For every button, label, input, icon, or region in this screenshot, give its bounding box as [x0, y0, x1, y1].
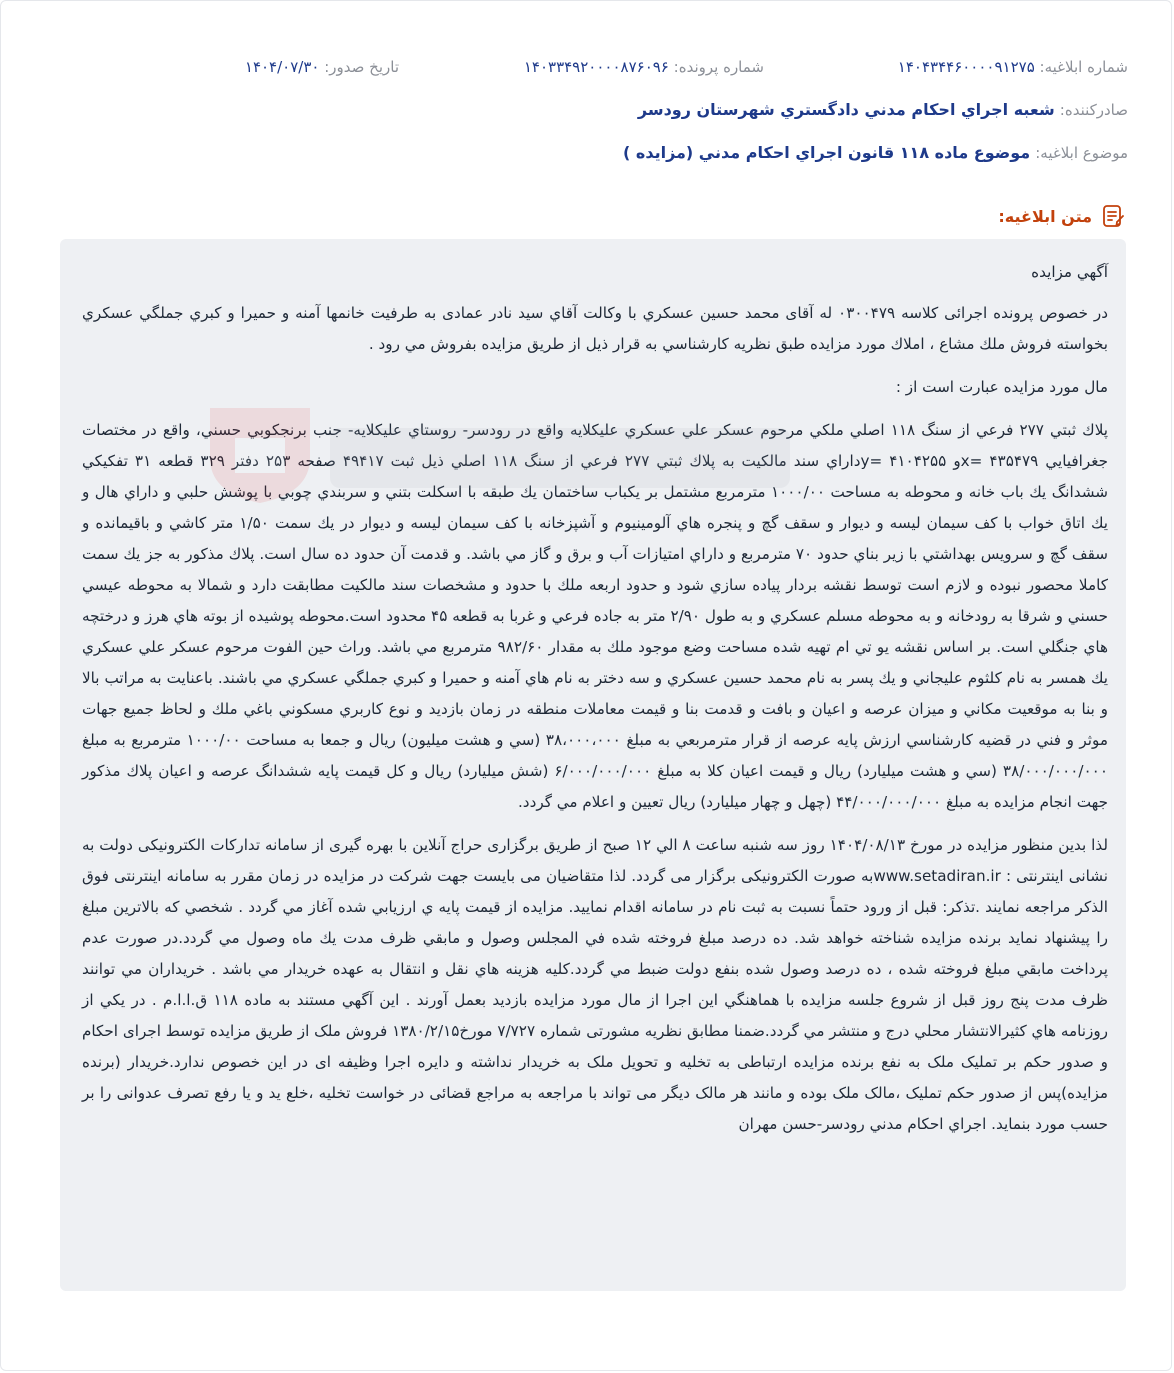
meta-row [0, 58, 1174, 82]
notice-paragraph-2: مال مورد مزايده عبارت است از : [895, 378, 1108, 396]
notice-text-box [60, 239, 1126, 1291]
document-text-icon [1100, 203, 1126, 229]
notice-paragraph-3: پلاك ثبتي ۲۷۷ فرعي از سنگ ۱۱۸ اصلي ملکي مرحوم عسکر علي عسکري عليکلايه واقع در رودسر- روستاي عليکلايه- جنب برنجکوبي حسني، واقع در مختصات جغرافيايي ۴۳۵۴۷۹ =xو ۴۱۰۴۲۵۵ =yداراي سند مالکيت به پلاك ثبتي ۲۷۷ فرعي از سنگ ۱۱۸ اصلي ذيل ثبت ۴۹۴۱۷ صفحه ۲۵۳ دفتر ۳۲۹ قطعه ۳۱ تفکيکي ششدانگ يك باب خانه و محوطه به مساحت ۱۰۰۰/۰۰ مترمربع مشتمل بر يکباب ساختمان يك طبقه با اسکلت بتني و سربندي چوبي با پوشش حلبي و داراي هال و يك اتاق خواب با کف سيمان ليسه و ديوار و سقف گچ و پنجره هاي آلومينيوم و آشپزخانه با کف سيمان ليسه و ديوار در يك سمت ۱/۵۰ متر کاشي و باقيمانده و سقف گچ و سرويس بهداشتي با زير بناي حدود ۷۰ مترمربع و داراي امتيازات آب و برق و گاز مي باشد. و قدمت آن حدود ده سال است. پلاك مذکور به جز يك سمت کاملا محصور نبوده و لازم است توسط نقشه بردار پياده سازي شود و حدود اربعه ملك با حدود و مشخصات سند مالکيت مطابقت دارد و شمالا به محوطه عيسي حسني و شرقا به رودخانه و به محوطه مسلم عسکري و به طول ۲/۹۰ متر به جاده فرعي و غربا به قطعه ۴۵ محدود است.محوطه پوشيده از بوته هاي هرز و درختچه هاي جنگلي است. بر اساس نقشه يو تي ام تهيه شده مساحت وضع موجود ملك به مقدار ۹۸۲/۶۰ مترمربع مي باشد. وراث حين الفوت مرحوم عسکر علي عسکري يك همسر به نام کلثوم عليجاني و يك پسر به نام محمد حسين عسکري و سه دختر به نام هاي آمنه و حميرا و کبري جملگي عسکري مي باشند. باعنايت به مراتب بالا و بنا به موقعيت مکاني و ميزان عرصه و اعيان و بافت و قدمت بنا و قيمت معاملات منطقه در زمان بازديد و نوع کاربري مسکوني باغي ملك و لحاظ جميع جهات موثر و فني در قضيه کارشناسي ارزش پايه عرصه از قرار مترمربعي به مبلغ ۳۸،۰۰۰،۰۰۰ (سي و هشت ميليون) ريال و جمعا به مساحت ۱۰۰۰/۰۰ مترمربع به مبلغ ۳۸/۰۰۰/۰۰۰/۰۰۰ (سي و هشت ميليارد) ريال و قيمت اعيان کلا به مبلغ ۶/۰۰۰/۰۰۰/۰۰۰ (شش ميليارد) ريال و کل قيمت پايه ششدانگ عرصه و اعيان پلاك مذکور جهت انجام مزايده به مبلغ ۴۴/۰۰۰/۰۰۰/۰۰۰ (چهل و چهار ميليارد) ريال تعيين و اعلام مي گردد. [81, 421, 1108, 811]
issue-date-value: ۱۴۰۴/۰۷/۳۰ [244, 58, 320, 76]
case-number-value: ۱۴۰۳۳۴۹۲۰۰۰۰۸۷۶۰۹۶ [523, 58, 669, 76]
issue-date-label: تاريخ صدور: [324, 58, 399, 76]
issuer-row [638, 100, 1128, 119]
case-number [524, 58, 764, 76]
subject-row [623, 143, 1128, 162]
issuer-value: شعبه اجراي احکام مدني دادگستري شهرستان رودسر [637, 100, 1055, 119]
notice-text-header [998, 202, 1126, 230]
notice-paragraph-1: در خصوص پرونده اجرائی کلاسه ۰۳۰۰۴۷۹ له آقای محمد حسین عسکري با وکالت آقاي سيد نادر عمادی به طرفيت خانمها آمنه و حميرا و کبري جملگي عسکري بخواسته فروش ملك مشاع ، املاك مورد مزايده طبق نظريه کارشناسي به قرار ذيل از طريق مزايده بفروش مي رود . [82, 304, 1108, 353]
issue-date [245, 58, 399, 76]
notice-number-value: ۱۴۰۴۳۴۴۶۰۰۰۰۹۱۲۷۵ [897, 58, 1035, 76]
subject-label: موضوع ابلاغيه: [1035, 144, 1128, 162]
subject-value: موضوع ماده ۱۱۸ قانون اجراي احکام مدني (مزايده ) [623, 143, 1031, 162]
notice-number [898, 58, 1128, 76]
notice-number-label: شماره ابلاغيه: [1039, 58, 1128, 76]
case-number-label: شماره پرونده: [673, 58, 764, 76]
notice-paragraph-4: لذا بدين منظور مزايده در مورخ ۱۴۰۴/۰۸/۱۳ روز سه شنبه ساعت ۸ الي ۱۲ صبح از طريق برگزاری حراج آنلاين با بهره گيری از سامانه تدارکات الکترونيکی دولت به نشانی اينترنتی : www.setadiran.irبه صورت الکترونيکی برگزار می گردد. لذا متقاضيان می بايست جهت شرکت در مزايده در زمان مقرر به سامانه اينترنتی فوق الذکر مراجعه نمايند .تذکر: قبل از ورود حتماً نسبت به ثبت نام در سامانه اقدام نماييد. مزايده از قيمت پايه ي ارزيابي شده آغاز مي گردد . شخصي که بالاترين مبلغ را پيشنهاد نمايد برنده مزايده شناخته خواهد شد. ده درصد مبلغ فروخته شده في المجلس وصول و مابقي ظرف مدت يك ماه وصول مي گردد.در صورت عدم پرداخت مابقي مبلغ فروخته شده ، ده درصد وصول شده بنفع دولت ضبط مي گردد.کليه هزينه هاي نقل و انتقال به عهده خريدار مي باشد . خريداران مي توانند ظرف مدت پنج روز قبل از شروع جلسه مزايده با هماهنگي اين اجرا از مال مورد مزايده بازديد بعمل آورند . اين آگهي مستند به ماده ۱۱۸ ق.ا.ا.م . در يکي از روزنامه هاي کثيرالانتشار محلي درج و منتشر مي گردد.ضمنا مطابق نظريه مشورتی شماره ۷/۷۲۷ مورخ۱۳۸۰/۲/۱۵ فروش ملک از طريق مزايده توسط اجرای احکام و صدور حکم بر تمليک ملک به نفع برنده مزايده ارتباطی به تخليه و تحويل ملک به خريدار نداشته و دايره اجرا وظيفه ای در اين خصوص ندارد.خريدار (برنده مزايده)پس از صدور حکم تمليک ،مالک ملک بوده و مانند هر مالک ديگر می تواند با مراجعه به مراجع قضائی در خواست تخليه ،خلع يد و يا رفع تصرف عدوانی را بر حسب مورد بنمايد. اجراي احکام مدني رودسر-حسن مهران [82, 836, 1109, 1133]
notice-text-title: متن ابلاغيه: [998, 206, 1092, 226]
notice-heading: آگهي مزايده [1031, 263, 1108, 281]
issuer-label: صادرکننده: [1059, 101, 1128, 119]
